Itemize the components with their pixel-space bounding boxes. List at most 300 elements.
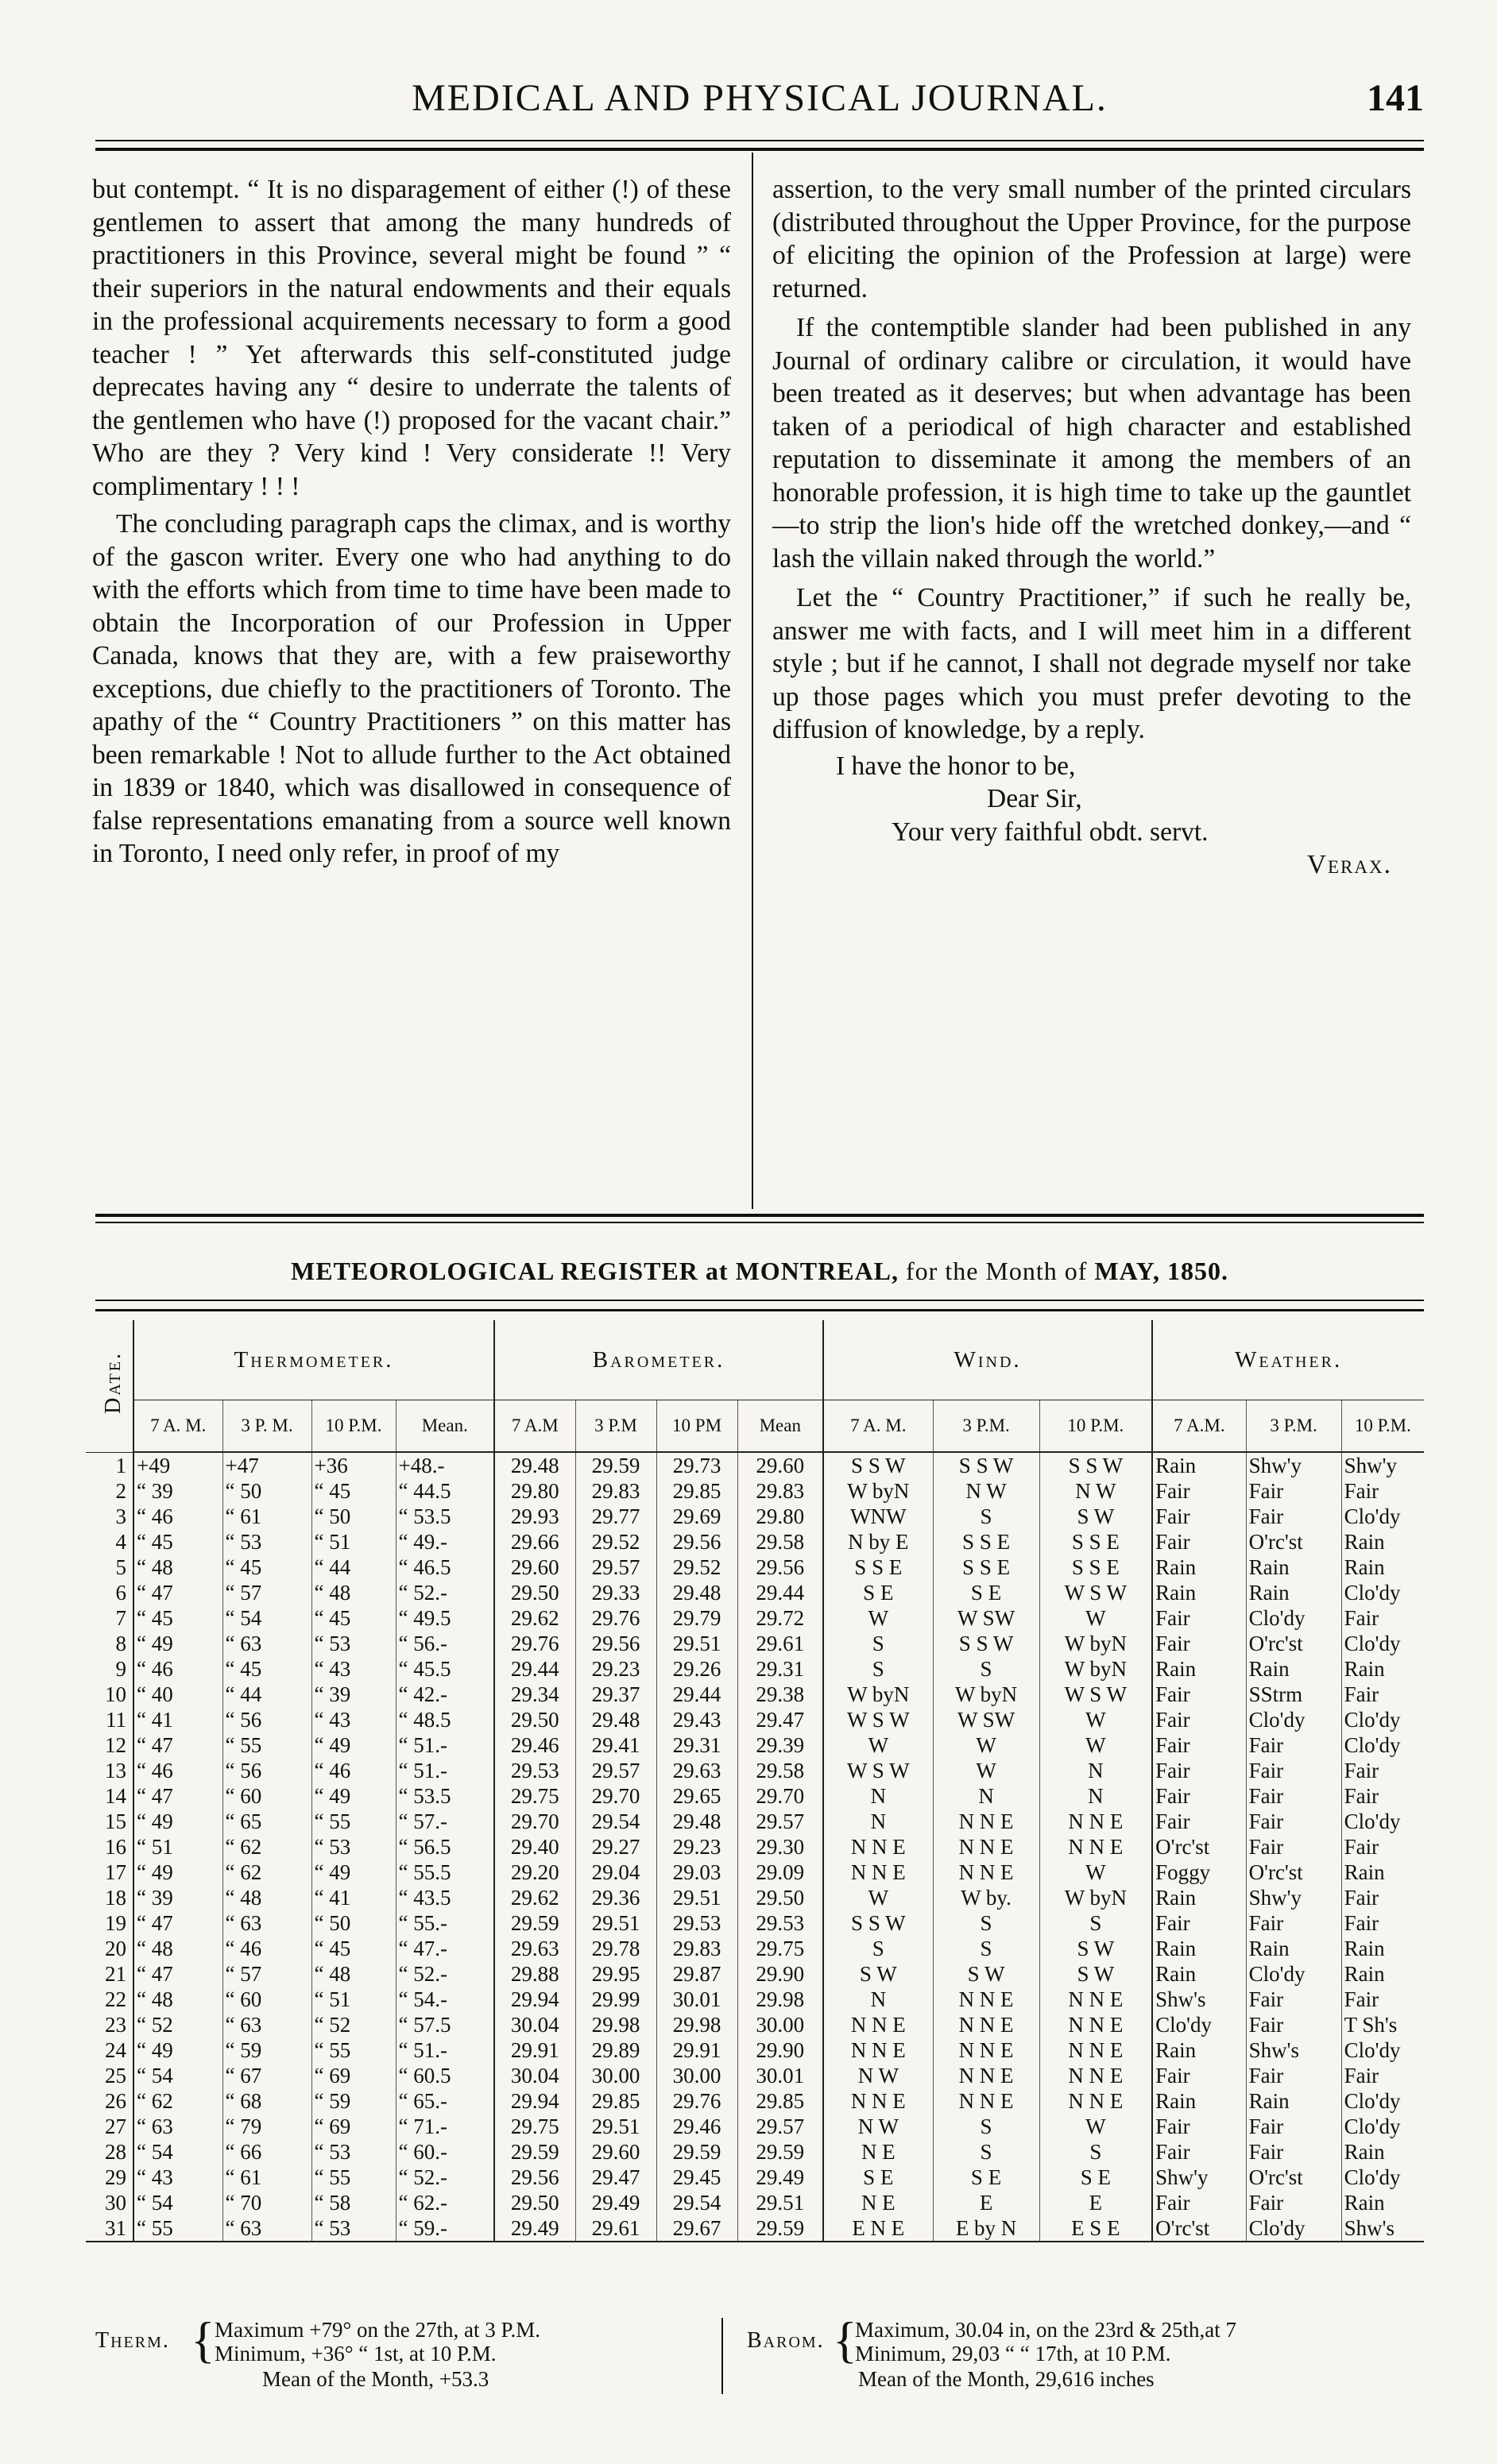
right-column	[772, 173, 1411, 882]
salutation-line: Dear Sir,	[987, 784, 1082, 813]
table-row	[86, 1758, 1424, 1783]
register-body	[86, 1452, 1424, 2242]
article-end-rule-2	[95, 1222, 1424, 1223]
table-cell: 29.61	[575, 2215, 656, 2242]
table-cell: “ 62	[137, 2089, 173, 2113]
table-cell: 29.51	[575, 1910, 656, 1936]
table-cell: 29.72	[737, 1605, 823, 1631]
table-cell: “ 44	[222, 1682, 311, 1707]
table-cell: 29.49	[737, 2165, 823, 2190]
table-cell: S E	[823, 2165, 933, 2190]
table-cell: “ 45.5	[396, 1656, 494, 1682]
table-cell: Clo'dy	[1341, 1809, 1424, 1834]
table-cell: 29.83	[737, 1478, 823, 1504]
table-cell: 29.75	[737, 1936, 823, 1961]
table-cell: +49	[137, 1454, 171, 1477]
table-cell: N	[1039, 1783, 1152, 1809]
therm-min: Minimum, +36° “ 1st, at 10 P.M.	[215, 2342, 497, 2366]
table-cell: S	[933, 1656, 1039, 1682]
table-cell: 29.40	[494, 1834, 575, 1860]
table-cell: Fair	[1246, 2139, 1341, 2165]
table-cell: N N E	[823, 1860, 933, 1885]
table-cell: 29.26	[656, 1656, 737, 1682]
column-header: 7 A. M.	[823, 1400, 933, 1453]
table-cell: 29.95	[575, 1961, 656, 1987]
table-row	[86, 1580, 1424, 1605]
table-cell: Clo'dy	[1246, 1605, 1341, 1631]
table-cell: +47	[222, 1452, 311, 1478]
table-cell: N N E	[1039, 2063, 1152, 2088]
column-header: Mean.	[396, 1400, 494, 1453]
register-rule-top	[95, 1300, 1424, 1301]
table-cell: 29.20	[494, 1860, 575, 1885]
table-cell: 29.85	[656, 1478, 737, 1504]
table-cell: 29.39	[737, 1732, 823, 1758]
table-cell: T Sh's	[1341, 2012, 1424, 2037]
table-cell: N N E	[933, 2037, 1039, 2063]
table-row	[86, 1707, 1424, 1732]
table-cell: “ 48	[222, 1885, 311, 1910]
date-column-header: Date.	[86, 1320, 133, 1452]
table-cell: Rain	[1152, 1885, 1246, 1910]
table-cell: “ 67	[222, 2063, 311, 2088]
table-cell: Clo'dy	[1341, 2088, 1424, 2114]
table-cell: 29.78	[575, 1936, 656, 1961]
table-cell: 29.59	[737, 2139, 823, 2165]
table-row	[86, 2139, 1424, 2165]
table-cell: 29.88	[494, 1961, 575, 1987]
table-cell: N N E	[1039, 1809, 1152, 1834]
table-cell: 29.75	[494, 2114, 575, 2139]
table-cell: Rain	[1341, 1529, 1424, 1554]
date-cell: 26	[86, 2088, 133, 2114]
right-paragraph-2: If the contemptible slander had been published in any Journal of ordinary calibre or circulation, it would have been treated as it deserves; but when advantage has been taken of a periodical of high character and established reputation to disseminate it among the members of an honorable profession, it is high time to take up the gauntlet —to strip the lion's hide off the wretched donkey,—and “ lash the villain naked through the world.”	[772, 313, 1411, 574]
table-cell: “ 54.-	[396, 1987, 494, 2012]
table-cell: N W	[933, 1478, 1039, 1504]
table-cell: Fair	[1246, 1504, 1341, 1529]
table-cell: “ 39	[311, 1682, 396, 1707]
table-cell: Fair	[1152, 1783, 1246, 1809]
table-cell: 29.80	[737, 1504, 823, 1529]
table-cell: Fair	[1341, 1478, 1424, 1504]
table-cell: Fair	[1152, 2190, 1246, 2215]
table-cell: “ 56	[222, 1758, 311, 1783]
left-paragraph-1: but contempt. “ It is no disparagement of either (!) of these gentlemen to assert that among the many hundreds of practitioners in this Province, several might be found ” “ their superiors in the natural endowments and their equals in the professional acquirements necessary to form a good teacher ! ” Yet afterwards this self-constituted judge deprecates having any “ desire to underrate the talents of the gentlemen who have (!) proposed for the vacant chair.” Who are they ? Very kind ! Very considerate !! Very complimentary ! ! !	[92, 175, 731, 501]
table-cell: 29.48	[575, 1707, 656, 1732]
date-cell: 7	[86, 1605, 133, 1631]
table-cell: N N E	[933, 1860, 1039, 1885]
table-cell: N by E	[823, 1529, 933, 1554]
table-cell: “ 54	[137, 2064, 173, 2087]
therm-label: Therm.	[95, 2328, 170, 2353]
table-cell: “ 56.5	[396, 1834, 494, 1860]
table-cell: Clo'dy	[1341, 1631, 1424, 1656]
table-cell: 29.53	[494, 1758, 575, 1783]
table-cell: 30.00	[737, 2012, 823, 2037]
table-cell: “ 69	[311, 2114, 396, 2139]
table-cell: “ 49	[137, 1860, 173, 1884]
table-cell: Rain	[1152, 2037, 1246, 2063]
table-cell: 29.83	[656, 1936, 737, 1961]
register-title-month: MAY, 1850.	[1094, 1257, 1228, 1285]
table-cell: “ 39	[137, 1886, 173, 1910]
therm-max: Maximum +79° on the 27th, at 3 P.M.	[215, 2318, 541, 2342]
table-cell: Clo'dy	[1341, 1580, 1424, 1605]
column-header: 7 A.M.	[1152, 1400, 1246, 1453]
table-cell: 30.00	[575, 2063, 656, 2088]
table-cell: Fair	[1246, 2114, 1341, 2139]
table-cell: 29.57	[737, 1809, 823, 1834]
table-cell: 29.27	[575, 1834, 656, 1860]
table-cell: “ 63	[137, 2114, 173, 2138]
author-signature: Verax.	[1306, 850, 1392, 879]
table-row	[86, 2063, 1424, 2088]
table-row	[86, 1987, 1424, 2012]
table-cell: 29.54	[656, 2190, 737, 2215]
table-cell: “ 53	[311, 1834, 396, 1860]
barom-mean: Mean of the Month, 29,616 inches	[858, 2367, 1155, 2391]
table-cell: S W	[1039, 1504, 1152, 1529]
table-cell: S	[1039, 1910, 1152, 1936]
thermometer-summary	[95, 2311, 731, 2397]
table-cell: “ 70	[222, 2190, 311, 2215]
table-cell: 29.70	[494, 1809, 575, 1834]
table-cell: 29.59	[494, 1910, 575, 1936]
table-cell: “ 52.-	[396, 1961, 494, 1987]
table-cell: “ 47.-	[396, 1936, 494, 1961]
table-cell: 29.58	[737, 1529, 823, 1554]
table-cell: “ 50	[222, 1478, 311, 1504]
table-cell: “ 48.5	[396, 1707, 494, 1732]
table-cell: “ 57.5	[396, 2012, 494, 2037]
table-cell: Clo'dy	[1246, 2215, 1341, 2242]
table-cell: N N E	[1039, 2088, 1152, 2114]
table-cell: 29.48	[494, 1452, 575, 1478]
table-cell: O'rc'st	[1246, 1631, 1341, 1656]
table-cell: Fair	[1152, 1529, 1246, 1554]
table-cell: 29.09	[737, 1860, 823, 1885]
table-cell: W byN	[1039, 1656, 1152, 1682]
weather-header: Weather.	[1152, 1320, 1424, 1400]
valediction-line: Your very faithful obdt. servt.	[892, 817, 1209, 847]
table-cell: Rain	[1152, 1656, 1246, 1682]
table-cell: N E	[823, 2190, 933, 2215]
table-cell: “ 59	[311, 2088, 396, 2114]
table-cell: “ 47	[137, 1733, 173, 1757]
table-cell: 29.52	[656, 1554, 737, 1580]
table-cell: W S W	[1039, 1580, 1152, 1605]
table-cell: “ 47	[137, 1911, 173, 1935]
table-cell: 29.36	[575, 1885, 656, 1910]
column-header: 10 P.M.	[311, 1400, 396, 1453]
table-cell: S	[933, 2139, 1039, 2165]
table-cell: “ 46	[137, 1657, 173, 1681]
table-cell: N N E	[933, 1987, 1039, 2012]
table-cell: 29.76	[494, 1631, 575, 1656]
table-cell: S	[823, 1656, 933, 1682]
table-cell: Rain	[1341, 1936, 1424, 1961]
table-cell: “ 45	[137, 1606, 173, 1630]
table-cell: “ 61	[222, 2165, 311, 2190]
table-cell: O'rc'st	[1246, 2165, 1341, 2190]
date-cell: 1	[86, 1452, 133, 1478]
table-cell: E S E	[1039, 2215, 1152, 2242]
table-cell: “ 45	[222, 1656, 311, 1682]
table-cell: “ 42.-	[396, 1682, 494, 1707]
table-cell: “ 61	[222, 1504, 311, 1529]
table-cell: Clo'dy	[1341, 2165, 1424, 2190]
date-cell: 18	[86, 1885, 133, 1910]
table-cell: S E	[933, 1580, 1039, 1605]
table-cell: Shw's	[1246, 2037, 1341, 2063]
table-cell: O'rc'st	[1152, 1834, 1246, 1860]
table-row	[86, 1834, 1424, 1860]
table-cell: “ 39	[137, 1479, 173, 1503]
table-cell: Fair	[1246, 2012, 1341, 2037]
table-cell: “ 53.5	[396, 1783, 494, 1809]
table-cell: S W	[1039, 1936, 1152, 1961]
thermometer-header: Thermometer.	[133, 1320, 494, 1400]
date-cell: 19	[86, 1910, 133, 1936]
date-cell: 3	[86, 1504, 133, 1529]
table-cell: +36	[311, 1452, 396, 1478]
column-header: 3 P.M.	[1246, 1400, 1341, 1453]
table-cell: 29.23	[575, 1656, 656, 1682]
table-row	[86, 1783, 1424, 1809]
table-cell: “ 51	[137, 1835, 173, 1859]
page-number: 141	[1367, 77, 1424, 119]
table-cell: S	[933, 1504, 1039, 1529]
table-cell: 29.41	[575, 1732, 656, 1758]
table-row	[86, 2012, 1424, 2037]
table-cell: “ 59.-	[396, 2215, 494, 2242]
column-header: 10 P.M.	[1039, 1400, 1152, 1453]
table-row	[86, 1478, 1424, 1504]
table-cell: 29.63	[494, 1936, 575, 1961]
barom-label: Barom.	[747, 2328, 825, 2353]
table-cell: Clo'dy	[1341, 2114, 1424, 2139]
table-row	[86, 1631, 1424, 1656]
table-cell: N N E	[1039, 1834, 1152, 1860]
table-cell: Clo'dy	[1152, 2012, 1246, 2037]
table-row	[86, 1885, 1424, 1910]
table-cell: “ 45	[311, 1936, 396, 1961]
register-column-header	[86, 1400, 1424, 1453]
table-cell: W	[1039, 1732, 1152, 1758]
barometer-header: Barometer.	[494, 1320, 823, 1400]
table-cell: “ 46	[311, 1758, 396, 1783]
table-cell: 29.47	[575, 2165, 656, 2190]
table-cell: “ 55.5	[396, 1860, 494, 1885]
table-row	[86, 2114, 1424, 2139]
date-cell: 4	[86, 1529, 133, 1554]
table-cell: “ 49	[311, 1732, 396, 1758]
table-cell: “ 51	[311, 1987, 396, 2012]
table-cell: Rain	[1341, 1961, 1424, 1987]
table-cell: W	[1039, 1860, 1152, 1885]
table-cell: S	[933, 2114, 1039, 2139]
table-cell: Fair	[1341, 1682, 1424, 1707]
closing-line: I have the honor to be,	[836, 751, 1076, 781]
table-cell: Fair	[1152, 1809, 1246, 1834]
table-cell: “ 59	[222, 2037, 311, 2063]
table-cell: “ 79	[222, 2114, 311, 2139]
table-cell: 29.57	[575, 1554, 656, 1580]
table-row	[86, 1656, 1424, 1682]
table-cell: 29.98	[575, 2012, 656, 2037]
table-cell: S S W	[823, 1452, 933, 1478]
table-cell: 29.61	[737, 1631, 823, 1656]
date-cell: 31	[86, 2215, 133, 2242]
table-cell: 29.76	[656, 2088, 737, 2114]
table-cell: W SW	[933, 1605, 1039, 1631]
table-cell: Fair	[1152, 1682, 1246, 1707]
table-cell: S S E	[933, 1554, 1039, 1580]
table-cell: 29.70	[737, 1783, 823, 1809]
table-cell: “ 45	[311, 1605, 396, 1631]
table-cell: Fair	[1341, 1834, 1424, 1860]
table-cell: 29.99	[575, 1987, 656, 2012]
date-cell: 25	[86, 2063, 133, 2088]
table-cell: N	[823, 1987, 933, 2012]
table-cell: 29.44	[656, 1682, 737, 1707]
table-cell: Shw's	[1152, 1987, 1246, 2012]
table-cell: S S W	[823, 1910, 933, 1936]
table-cell: “ 60.-	[396, 2139, 494, 2165]
date-cell: 2	[86, 1478, 133, 1504]
table-cell: “ 48	[137, 1937, 173, 1960]
table-cell: 29.91	[494, 2037, 575, 2063]
table-cell: “ 55	[311, 2165, 396, 2190]
table-cell: 29.59	[575, 1452, 656, 1478]
table-cell: Fair	[1246, 1732, 1341, 1758]
table-cell: N N E	[933, 2012, 1039, 2037]
date-cell: 12	[86, 1732, 133, 1758]
date-cell: 8	[86, 1631, 133, 1656]
table-cell: O'rc'st	[1246, 1529, 1341, 1554]
column-header: 3 P. M.	[222, 1400, 311, 1453]
table-cell: Rain	[1246, 1936, 1341, 1961]
table-cell: Shw'y	[1246, 1885, 1341, 1910]
right-paragraph-1: assertion, to the very small number of the printed circulars (distributed throughout the Upper Province, for the purpose of eliciting the opinion of the Profession at large) were returned.	[772, 175, 1411, 303]
table-cell: E N E	[823, 2215, 933, 2242]
table-cell: “ 71.-	[396, 2114, 494, 2139]
table-cell: 29.70	[575, 1783, 656, 1809]
table-cell: 29.66	[494, 1529, 575, 1554]
table-cell: 29.56	[656, 1529, 737, 1554]
table-cell: “ 44.5	[396, 1478, 494, 1504]
table-cell: N	[823, 1783, 933, 1809]
column-divider	[752, 153, 753, 1209]
table-cell: Rain	[1152, 2088, 1246, 2114]
column-header: 7 A.M	[494, 1400, 575, 1453]
table-cell: 29.62	[494, 1885, 575, 1910]
table-cell: “ 49	[137, 2038, 173, 2062]
table-cell: 29.57	[575, 1758, 656, 1783]
table-cell: “ 49	[137, 1632, 173, 1655]
table-cell: N	[1039, 1758, 1152, 1783]
table-cell: +48.-	[396, 1452, 494, 1478]
table-cell: “ 49	[311, 1860, 396, 1885]
table-cell: “ 41	[311, 1885, 396, 1910]
date-cell: 22	[86, 1987, 133, 2012]
table-cell: “ 55	[311, 2037, 396, 2063]
table-cell: Fair	[1152, 1504, 1246, 1529]
table-cell: 29.48	[656, 1580, 737, 1605]
table-cell: W byN	[823, 1682, 933, 1707]
table-cell: W	[823, 1732, 933, 1758]
table-cell: “ 51.-	[396, 1732, 494, 1758]
left-column	[92, 173, 731, 871]
table-cell: “ 47	[137, 1962, 173, 1986]
table-cell: N N E	[823, 1834, 933, 1860]
table-cell: 29.54	[575, 1809, 656, 1834]
table-cell: “ 43	[311, 1707, 396, 1732]
table-cell: “ 65	[222, 1809, 311, 1834]
table-cell: “ 53	[311, 2139, 396, 2165]
table-cell: E by N	[933, 2215, 1039, 2242]
table-cell: “ 55	[311, 1809, 396, 1834]
table-cell: 29.56	[494, 2165, 575, 2190]
table-cell: “ 53	[311, 2215, 396, 2242]
table-cell: Clo'dy	[1341, 1504, 1424, 1529]
table-cell: “ 65.-	[396, 2088, 494, 2114]
table-cell: “ 52	[311, 2012, 396, 2037]
table-cell: 29.65	[656, 1783, 737, 1809]
table-cell: “ 68	[222, 2088, 311, 2114]
meteorological-register-table	[86, 1320, 1424, 2242]
table-cell: S S E	[933, 1529, 1039, 1554]
table-cell: Rain	[1152, 1936, 1246, 1961]
table-cell: “ 58	[311, 2190, 396, 2215]
table-cell: 29.46	[656, 2114, 737, 2139]
table-cell: 29.87	[656, 1961, 737, 1987]
table-row	[86, 1452, 1424, 1478]
table-cell: “ 52	[137, 2013, 173, 2037]
table-cell: 29.80	[494, 1478, 575, 1504]
table-cell: O'rc'st	[1246, 1860, 1341, 1885]
register-title	[95, 1257, 1424, 1286]
table-cell: “ 52.-	[396, 2165, 494, 2190]
table-cell: N N E	[933, 2088, 1039, 2114]
table-cell: 29.76	[575, 1605, 656, 1631]
table-cell: “ 49.-	[396, 1529, 494, 1554]
table-cell: Clo'dy	[1341, 1732, 1424, 1758]
table-cell: W S W	[1039, 1682, 1152, 1707]
table-cell: 29.47	[737, 1707, 823, 1732]
table-cell: Rain	[1246, 2088, 1341, 2114]
table-cell: Rain	[1246, 1656, 1341, 1682]
table-cell: Fair	[1152, 1732, 1246, 1758]
table-cell: E	[933, 2190, 1039, 2215]
table-cell: Fair	[1152, 2139, 1246, 2165]
table-cell: “ 55.-	[396, 1910, 494, 1936]
table-cell: 29.31	[737, 1656, 823, 1682]
therm-mean: Mean of the Month, +53.3	[262, 2367, 489, 2391]
table-cell: 29.85	[737, 2088, 823, 2114]
table-cell: WNW	[823, 1504, 933, 1529]
table-cell: “ 48	[311, 1961, 396, 1987]
column-header: 10 P.M.	[1341, 1400, 1424, 1453]
table-cell: Fair	[1246, 1910, 1341, 1936]
table-cell: Fair	[1152, 1605, 1246, 1631]
table-cell: “ 60	[222, 1987, 311, 2012]
table-cell: Rain	[1152, 1554, 1246, 1580]
table-cell: 29.34	[494, 1682, 575, 1707]
table-cell: N N E	[1039, 2012, 1152, 2037]
table-cell: “ 63	[222, 2215, 311, 2242]
table-cell: O'rc'st	[1152, 2215, 1246, 2242]
